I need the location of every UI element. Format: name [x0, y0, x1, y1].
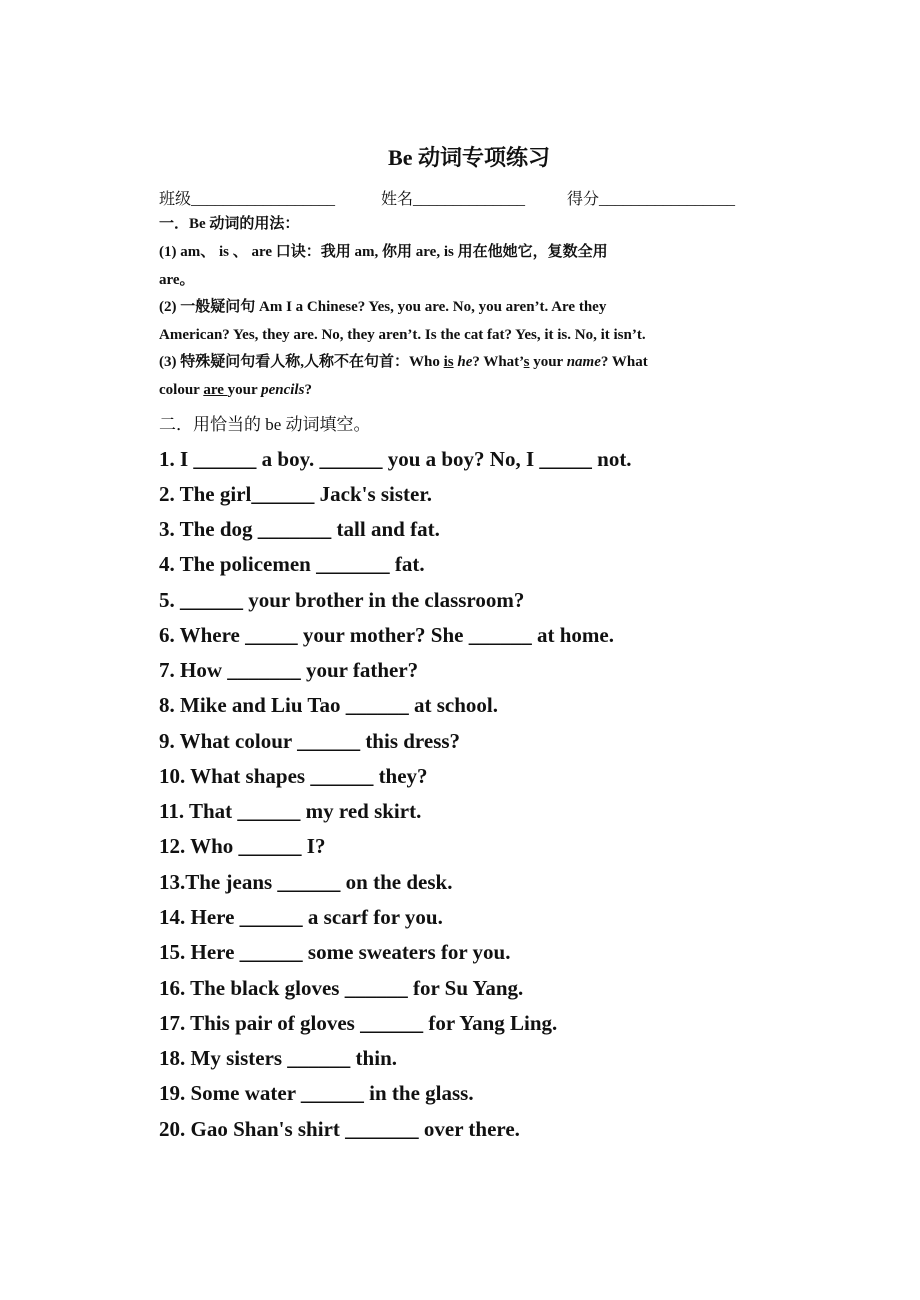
rule3-underlined-is: is: [443, 354, 454, 370]
question-item: 3. The dog _______ tall and fat.: [159, 517, 440, 541]
name-field: 姓名______________: [381, 191, 526, 208]
question-item: 1. I ______ a boy. ______ you a boy? No, I _____ not.: [159, 447, 632, 471]
rule3-underlined-are: are: [203, 382, 228, 398]
rule3-text: colour: [159, 382, 204, 398]
score-field: 得分_________________: [567, 191, 736, 208]
rule3-text: ? What’: [472, 354, 524, 370]
rule3-text: your: [529, 354, 567, 370]
rule3-line1: [159, 352, 648, 372]
question-item: 2. The girl______ Jack's sister.: [159, 482, 433, 506]
section2-heading: 二．用恰当的 be 动词填空。: [159, 415, 371, 434]
rule3-italic-he: he: [457, 354, 473, 370]
question-item: 9. What colour ______ this dress?: [159, 729, 461, 753]
question-item: 4. The policemen _______ fat.: [159, 552, 425, 576]
question-item: 5. ______ your brother in the classroom?: [159, 588, 525, 612]
rule1-line1: (1) am、 is 、 are 口诀：我用 am, 你用 are, is 用在他她它，复数全用: [159, 244, 608, 260]
question-item: 18. My sisters ______ thin.: [159, 1046, 397, 1070]
question-item: 17. This pair of gloves ______ for Yang Ling.: [159, 1011, 558, 1035]
rule3-italic-name: name: [566, 354, 601, 370]
rule2-line1: (2) 一般疑问句 Am I a Chinese? Yes, you are. No, you aren’t. Are they: [159, 299, 607, 315]
section1-heading: 一．Be 动词的用法：: [159, 216, 300, 232]
rule3-italic-pencils: pencils: [261, 382, 305, 398]
rule3-text: your: [227, 382, 262, 398]
class-field: 班级__________________: [159, 191, 336, 208]
rule3-underlined-s: s: [523, 354, 530, 370]
question-item: 8. Mike and Liu Tao ______ at school.: [159, 693, 498, 717]
rule1-line2: are。: [159, 272, 195, 288]
rule2-line2: American? Yes, they are. No, they aren’t. Is the cat fat? Yes, it is. No, it isn’t.: [159, 327, 646, 343]
question-item: 16. The black gloves ______ for Su Yang.: [159, 976, 524, 1000]
question-item: 11. That ______ my red skirt.: [159, 799, 422, 823]
question-item: 10. What shapes ______ they?: [159, 764, 428, 788]
question-item: 13.The jeans ______ on the desk.: [159, 870, 453, 894]
rule3-text: ? What: [600, 354, 648, 370]
question-item: 20. Gao Shan's shirt _______ over there.: [159, 1117, 520, 1141]
question-item: 7. How _______ your father?: [159, 658, 419, 682]
rule3-line2: [159, 380, 312, 400]
rule3-text: ?: [304, 382, 312, 398]
page-title: Be 动词专项练习: [388, 145, 550, 170]
question-item: 6. Where _____ your mother? She ______ at home.: [159, 623, 614, 647]
question-item: 15. Here ______ some sweaters for you.: [159, 940, 511, 964]
question-item: 19. Some water ______ in the glass.: [159, 1081, 474, 1105]
rule3-text: (3) 特殊疑问句看人称,人称不在句首：Who: [159, 354, 444, 370]
question-item: 14. Here ______ a scarf for you.: [159, 905, 443, 929]
question-item: 12. Who ______ I?: [159, 834, 326, 858]
